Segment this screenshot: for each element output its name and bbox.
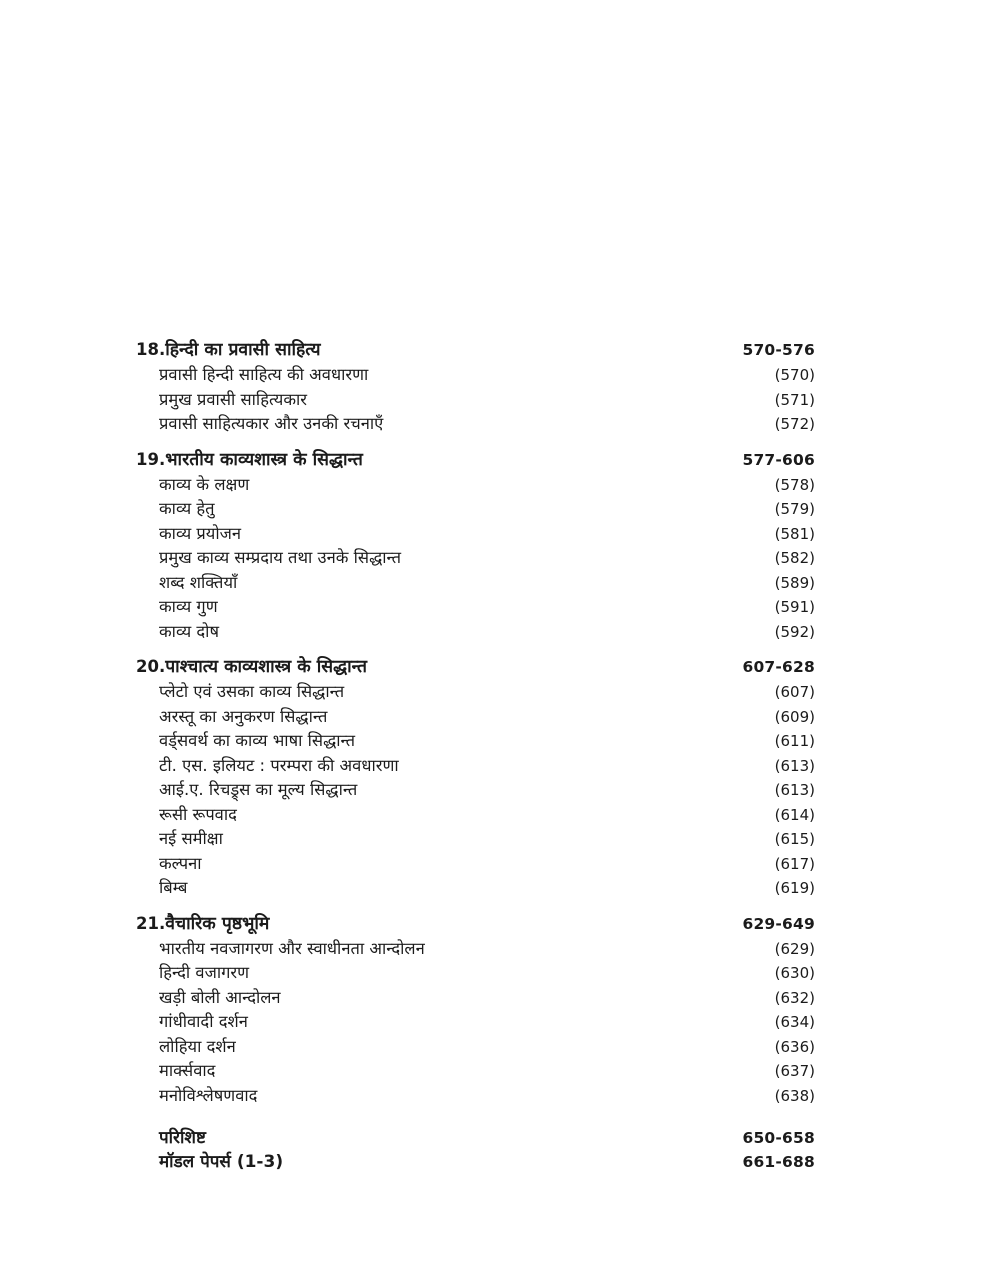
toc-item-page: (579) <box>774 500 815 518</box>
chapter-number: 20. <box>136 657 166 676</box>
toc-item-row <box>136 363 815 388</box>
chapter-number: 19. <box>136 449 166 469</box>
toc-item-label: रूसी रूपवाद <box>159 804 237 824</box>
toc-item-page: (589) <box>774 573 815 592</box>
toc-item-row <box>136 803 815 828</box>
toc-item-page: (578) <box>774 475 815 494</box>
toc-item-label: मार्क्सवाद <box>159 1061 216 1080</box>
toc-item-page: (634) <box>774 1013 815 1031</box>
appendix-label: परिशिष्ट <box>159 1128 206 1148</box>
chapter-page-range: 570-576 <box>742 341 815 359</box>
toc-item-row <box>136 827 815 852</box>
toc-item-page: (629) <box>774 939 815 958</box>
toc-item-row <box>136 620 815 645</box>
toc-item-label: हिन्दी वजागरण <box>159 963 250 982</box>
toc-item-page: (611) <box>774 732 815 750</box>
toc-item-label: काव्य दोष <box>159 621 219 641</box>
toc-item-page: (632) <box>774 988 815 1007</box>
chapter-number: 21. <box>136 913 166 933</box>
toc-item-page: (630) <box>774 964 815 982</box>
toc-item-row <box>136 937 815 962</box>
chapter-page-range: 577-606 <box>742 450 815 469</box>
toc-item-page: (607) <box>774 683 815 701</box>
toc-item-row <box>136 729 815 754</box>
toc-item-page: (609) <box>774 707 815 726</box>
chapter-title: पाश्चात्य काव्यशास्त्र के सिद्धान्त <box>165 657 367 677</box>
toc-item-label: काव्य हेतु <box>159 499 215 518</box>
toc-item-row <box>136 778 815 803</box>
toc-item-label: प्रवासी साहित्यकार और उनकी रचनाएँ <box>159 414 384 433</box>
chapter-title: हिन्दी का प्रवासी साहित्य <box>165 340 321 360</box>
toc-item-row <box>136 705 815 730</box>
toc-item-row <box>136 754 815 779</box>
toc-item-label: गांधीवादी दर्शन <box>159 1012 248 1031</box>
toc-item-page: (613) <box>774 781 815 799</box>
chapter-title: भारतीय काव्यशास्त्र के सिद्धान्त <box>165 449 363 470</box>
toc-item-page: (592) <box>774 622 815 641</box>
toc-item-label: बिम्ब <box>159 878 188 897</box>
table-of-contents <box>136 337 815 1174</box>
toc-item-label: भारतीय नवजागरण और स्वाधीनता आन्दोलन <box>159 938 425 958</box>
toc-item-label: काव्य प्रयोजन <box>159 523 242 543</box>
toc-item-label: वर्ड्सवर्थ का काव्य भाषा सिद्धान्त <box>159 731 356 750</box>
toc-item-page: (571) <box>774 390 815 409</box>
toc-item-label: खड़ी बोली आन्दोलन <box>159 987 281 1007</box>
toc-item-row <box>136 1035 815 1060</box>
toc-item-page: (638) <box>774 1086 815 1105</box>
chapter-row <box>136 654 815 680</box>
toc-item-row <box>136 473 815 498</box>
toc-item-row <box>136 1084 815 1109</box>
toc-item-label: आई.ए. रिचड्र्स का मूल्य सिद्धान्त <box>159 780 358 799</box>
toc-item-label: अरस्तू का अनुकरण सिद्धान्त <box>159 706 328 726</box>
appendix-page-range: 650-658 <box>742 1129 815 1147</box>
appendix-page-range: 661-688 <box>742 1153 815 1171</box>
toc-item-label: प्रवासी हिन्दी साहित्य की अवधारणा <box>159 365 369 384</box>
toc-item-page: (636) <box>774 1037 815 1056</box>
toc-item-row <box>136 986 815 1011</box>
appendix-row <box>136 1126 815 1150</box>
toc-item-page: (572) <box>774 415 815 433</box>
appendix-label: मॉडल पेपर्स (1-3) <box>159 1152 284 1172</box>
toc-item-row <box>136 876 815 901</box>
toc-item-row <box>136 497 815 522</box>
toc-item-row <box>136 1010 815 1035</box>
toc-item-label: टी. एस. इलियट : परम्परा की अवधारणा <box>159 755 399 775</box>
chapter-page-range: 607-628 <box>742 658 815 676</box>
toc-item-page: (619) <box>774 879 815 897</box>
toc-item-row <box>136 961 815 986</box>
toc-item-row <box>136 388 815 413</box>
toc-item-label: काव्य के लक्षण <box>159 474 250 494</box>
chapter-title: वैचारिक पृष्ठभूमि <box>165 913 270 934</box>
toc-item-page: (617) <box>774 854 815 873</box>
toc-item-row <box>136 412 815 437</box>
toc-item-label: प्रमुख प्रवासी साहित्यकार <box>159 389 308 409</box>
toc-item-label: काव्य गुण <box>159 597 218 616</box>
toc-item-page: (582) <box>774 549 815 567</box>
toc-item-label: शब्द शक्तियाँ <box>159 572 238 592</box>
toc-item-page: (570) <box>774 366 815 384</box>
toc-item-label: मनोविश्लेषणवाद <box>159 1085 258 1105</box>
toc-item-row <box>136 595 815 620</box>
toc-item-row <box>136 680 815 705</box>
toc-item-row <box>136 522 815 547</box>
toc-item-row <box>136 1059 815 1084</box>
toc-item-row <box>136 546 815 571</box>
chapter-number: 18. <box>136 340 166 359</box>
chapter-row <box>136 911 815 937</box>
toc-item-label: प्लेटो एवं उसका काव्य सिद्धान्त <box>159 682 345 701</box>
toc-item-page: (615) <box>774 830 815 848</box>
appendix-row <box>136 1150 815 1174</box>
chapter-row <box>136 337 815 363</box>
toc-item-label: कल्पना <box>159 853 202 873</box>
toc-item-label: नई समीक्षा <box>159 829 223 848</box>
toc-item-page: (581) <box>774 524 815 543</box>
toc-item-row <box>136 852 815 877</box>
chapter-row <box>136 447 815 473</box>
toc-item-label: लोहिया दर्शन <box>159 1036 236 1056</box>
toc-item-row <box>136 571 815 596</box>
toc-item-page: (637) <box>774 1062 815 1080</box>
toc-item-label: प्रमुख काव्य सम्प्रदाय तथा उनके सिद्धान्त <box>159 548 402 567</box>
toc-item-page: (591) <box>774 598 815 616</box>
chapter-page-range: 629-649 <box>742 914 815 933</box>
toc-item-page: (613) <box>774 756 815 775</box>
toc-item-page: (614) <box>774 805 815 824</box>
